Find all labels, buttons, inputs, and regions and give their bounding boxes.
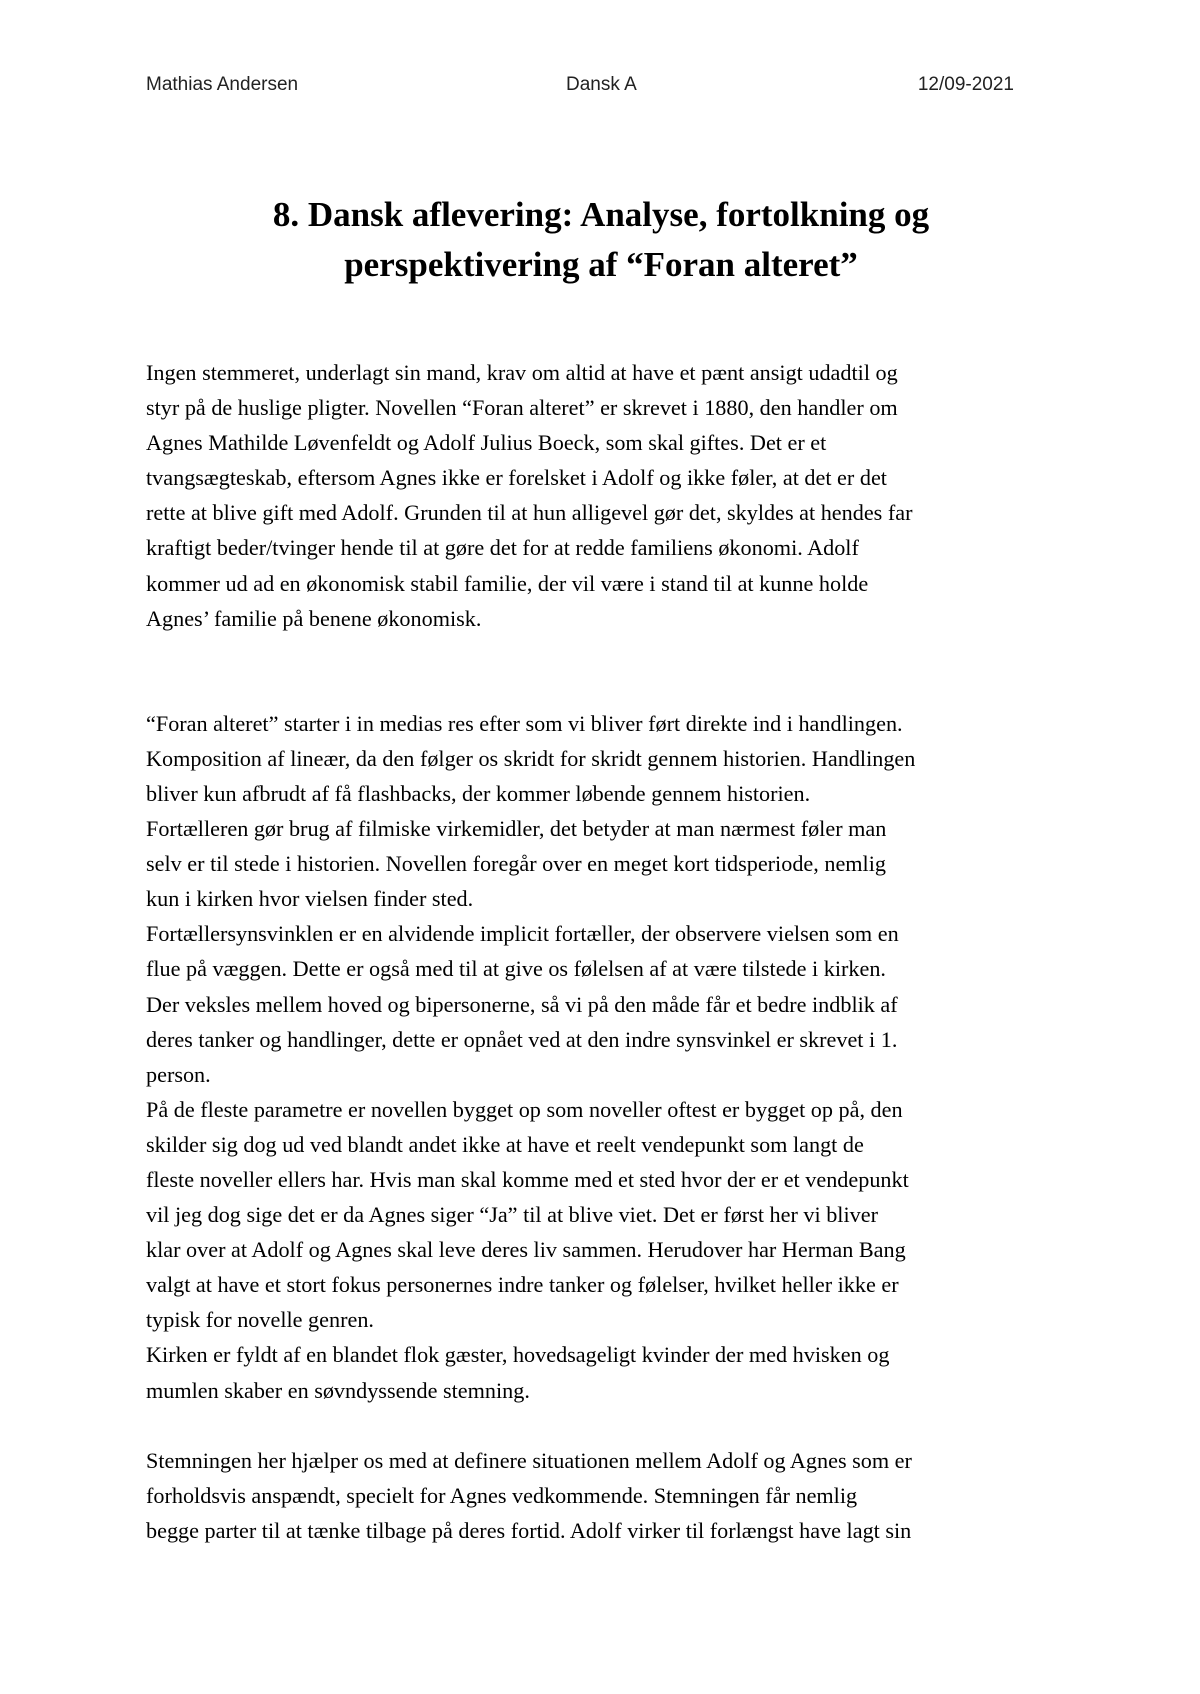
paragraph-mood [146, 1443, 1066, 1548]
text-line: Der veksles mellem hoved og bipersonerne, så vi på den måde får et bedre indblik af [146, 991, 898, 1017]
paragraph-narrator [146, 916, 1066, 1091]
text-line: forholdsvis anspændt, specielt for Agnes vedkommende. Stemningen får nemlig [146, 1482, 858, 1508]
text-line: valgt at have et stort fokus personernes indre tanker og følelser, hvilket heller ikke er [146, 1272, 899, 1298]
header-subject: Dansk A [566, 74, 637, 95]
text-line: rette at blive gift med Adolf. Grunden til at hun alligevel gør det, skyldes at hendes far [146, 500, 913, 526]
text-line: klar over at Adolf og Agnes skal leve deres liv sammen. Herudover har Herman Bang [146, 1237, 906, 1263]
paragraph-spacer [146, 1408, 1066, 1443]
paragraph-setting [146, 1337, 1066, 1407]
header-date: 12/09-2021 [917, 74, 1014, 95]
text-line: selv er til stede i historien. Novellen foregår over en meget kort tidsperiode, nemlig [146, 851, 886, 877]
text-line: kommer ud ad en økonomisk stabil familie, der vil være i stand til at kunne holde [146, 570, 869, 596]
text-line: begge parter til at tænke tilbage på deres fortid. Adolf virker til forlængst have lagt sin [146, 1517, 912, 1543]
text-line: Komposition af lineær, da den følger os skridt for skridt gennem historien. Handlingen [146, 745, 916, 771]
text-line: På de fleste parametre er novellen bygget op som noveller oftest er bygget op på, den [146, 1096, 903, 1122]
document-title [146, 190, 1056, 290]
text-line: “Foran alteret” starter i in medias res efter som vi bliver ført direkte ind i handlingen. [146, 710, 903, 736]
document-body [146, 355, 1066, 1548]
text-line: tvangsægteskab, eftersom Agnes ikke er forelsket i Adolf og ikke føler, at det er det [146, 465, 887, 491]
paragraph-spacer [146, 636, 1066, 706]
text-line: kun i kirken hvor vielsen finder sted. [146, 886, 474, 912]
text-line: Stemningen her hjælper os med at definere situationen mellem Adolf og Agnes som er [146, 1447, 912, 1473]
text-line: Kirken er fyldt af en blandet flok gæster, hovedsageligt kvinder der med hvisken og [146, 1342, 890, 1368]
text-line: Fortællersynsvinklen er en alvidende implicit fortæller, der observere vielsen som en [146, 921, 899, 947]
text-line: styr på de huslige pligter. Novellen “Foran alteret” er skrevet i 1880, den handler om [146, 395, 898, 421]
text-line: vil jeg dog sige det er da Agnes siger “Ja” til at blive viet. Det er først her vi bliver [146, 1202, 878, 1228]
text-line: Agnes’ familie på benene økonomisk. [146, 605, 482, 631]
text-line: mumlen skaber en søvndyssende stemning. [146, 1377, 530, 1403]
text-line: flue på væggen. Dette er også med til at give os følelsen af at være tilstede i kirken. [146, 956, 886, 982]
paragraph-structure [146, 1092, 1066, 1338]
text-line: fleste noveller ellers har. Hvis man skal komme med et sted hvor der er et vendepunkt [146, 1166, 909, 1192]
paragraph-composition [146, 706, 1066, 917]
text-line: deres tanker og handlinger, dette er opnået ved at den indre synsvinkel er skrevet i 1. [146, 1026, 898, 1052]
text-line: person. [146, 1061, 211, 1087]
paragraph-intro [146, 355, 1066, 636]
text-line: Agnes Mathilde Løvenfeldt og Adolf Julius Boeck, som skal giftes. Det er et [146, 430, 827, 456]
text-line: kraftigt beder/tvinger hende til at gøre det for at redde familiens økonomi. Adolf [146, 535, 859, 561]
title-line: 8. Dansk aflevering: Analyse, fortolkning og [272, 195, 930, 234]
text-line: skilder sig dog ud ved blandt andet ikke at have et reelt vendepunkt som langt de [146, 1131, 864, 1157]
text-line: bliver kun afbrudt af få flashbacks, der kommer løbende gennem historien. [146, 780, 811, 806]
page-header [146, 74, 1014, 100]
header-author: Mathias Andersen [146, 74, 299, 95]
text-line: Ingen stemmeret, underlagt sin mand, krav om altid at have et pænt ansigt udadtil og [146, 360, 898, 385]
text-line: typisk for novelle genren. [146, 1307, 374, 1333]
text-line: Fortælleren gør brug af filmiske virkemidler, det betyder at man nærmest føler man [146, 816, 887, 842]
title-line: perspektivering af “Foran alteret” [344, 245, 858, 284]
